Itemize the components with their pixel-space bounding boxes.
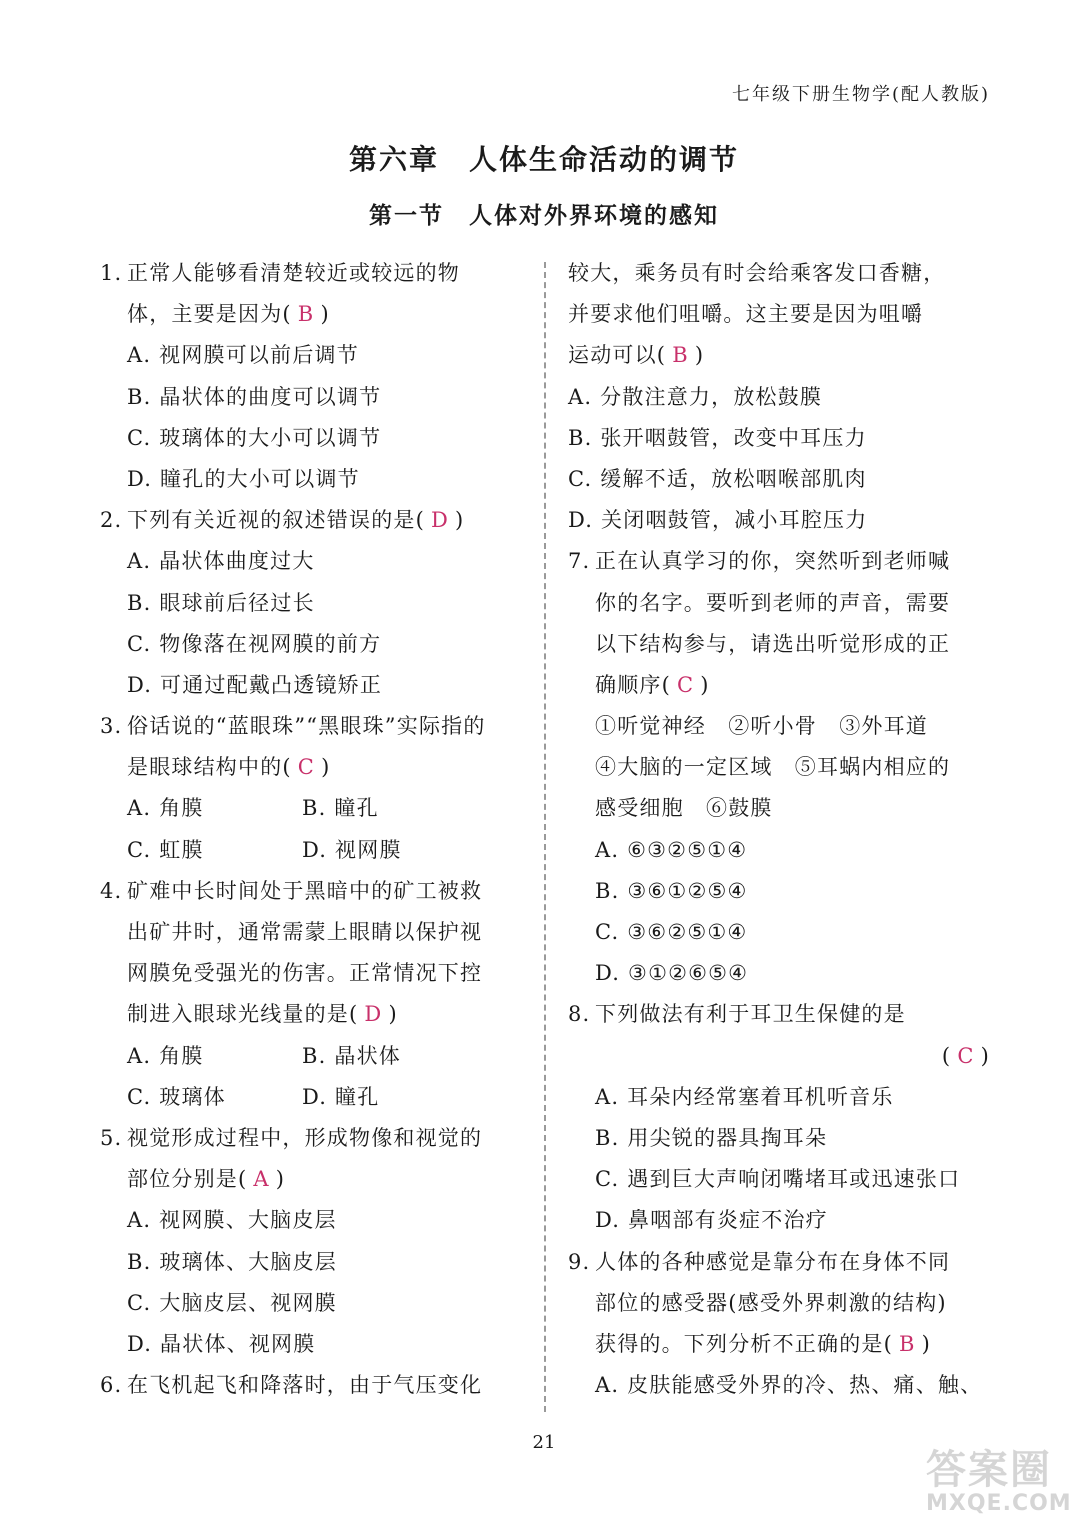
option: D. 关闭咽鼓管，减小耳腔压力 <box>568 508 868 533</box>
question-stem-line <box>100 747 525 788</box>
question-text: 制进入眼球光线量的是( <box>127 1002 359 1027</box>
question-text: 网膜免受强光的伤害。正常情况下控 <box>127 961 483 986</box>
question-block <box>568 1242 996 1407</box>
question-stem-line <box>100 706 525 747</box>
answer-close-paren: ) <box>980 1043 990 1068</box>
answer-bracket-line <box>568 1036 996 1077</box>
question-text: 俗话说的“蓝眼珠”“黑眼珠”实际指的 <box>127 714 486 739</box>
option: D. 晶状体、视网膜 <box>127 1331 316 1356</box>
question-stem-line <box>100 253 525 294</box>
left-column <box>100 253 525 1406</box>
option: A. 角膜 <box>127 796 204 821</box>
question-text: 你的名字。要听到老师的声音，需要 <box>595 590 951 615</box>
option: B. ③⑥①②⑤④ <box>595 878 748 903</box>
question-number: 8. <box>568 1002 591 1027</box>
structure-list-line: ④大脑的一定区域 ⑤耳蜗内相应的 <box>595 755 951 780</box>
question-close-paren: ) <box>321 755 331 780</box>
answer-mark: B <box>899 1331 916 1356</box>
option: B. 晶状体的曲度可以调节 <box>127 384 382 409</box>
option: A. 晶状体曲度过大 <box>127 549 315 574</box>
question-number: 5. <box>100 1125 123 1150</box>
question-number: 2. <box>100 508 123 533</box>
option: B. 张开咽鼓管，改变中耳压力 <box>568 425 867 450</box>
question-text: 获得的。下列分析不正确的是( <box>595 1331 893 1356</box>
option: A. 皮肤能感受外界的冷、热、痛、触、 <box>595 1373 983 1398</box>
question-close-paren: ) <box>275 1167 286 1192</box>
question-block <box>100 1365 525 1406</box>
question-text: 部位的感受器(感受外界刺激的结构) <box>595 1290 947 1315</box>
question-block <box>100 706 525 871</box>
question-stem-line <box>568 583 996 624</box>
option-pair <box>100 1077 525 1118</box>
option-pair <box>100 1036 525 1077</box>
option: C. 玻璃体的大小可以调节 <box>127 425 382 450</box>
question-number: 4. <box>100 878 123 903</box>
question-text: 正常人能够看清楚较近或较远的物 <box>127 261 460 285</box>
question-text: 视觉形成过程中，形成物像和视觉的 <box>127 1125 483 1150</box>
answer-mark: B <box>297 302 315 327</box>
question-stem-line <box>568 1324 996 1365</box>
question-stem-line <box>568 994 996 1035</box>
section-title: 第一节 人体对外界环境的感知 <box>369 203 719 229</box>
option: B. 瞳孔 <box>302 796 379 821</box>
chapter-title: 第六章 人体生命活动的调节 <box>348 143 739 176</box>
option: D. 鼻咽部有炎症不治疗 <box>595 1208 828 1233</box>
option: C. 遇到巨大声响闭嘴堵耳或迅速张口 <box>595 1167 961 1192</box>
page-number: 21 <box>532 1432 556 1453</box>
question-block <box>100 253 525 500</box>
question-text: 以下结构参与，请选出听觉形成的正 <box>595 631 951 656</box>
question-stem-line <box>100 994 525 1035</box>
question-number: 9. <box>568 1249 591 1274</box>
option-pair <box>100 830 525 871</box>
question-text: 运动可以( <box>568 343 667 368</box>
option: D. 视网膜 <box>302 837 402 862</box>
option: A. 耳朵内经常塞着耳机听音乐 <box>595 1084 894 1109</box>
question-text: 矿难中长时间处于黑暗中的矿工被救 <box>127 878 483 903</box>
question-close-paren: ) <box>921 1331 932 1356</box>
option: D. 可通过配戴凸透镜矫正 <box>127 672 383 697</box>
option: D. 瞳孔的大小可以调节 <box>127 466 360 491</box>
question-stem-line <box>100 1118 525 1159</box>
question-close-paren: ) <box>455 508 465 533</box>
question-number: 1. <box>100 261 123 285</box>
option: C. 缓解不适，放松咽喉部肌肉 <box>568 466 867 491</box>
option: C. 虹膜 <box>127 837 204 862</box>
question-number: 6. <box>100 1373 123 1398</box>
answer-mark: C <box>677 672 695 697</box>
question-close-paren: ) <box>700 672 710 697</box>
answer-mark: B <box>672 343 689 368</box>
question-number: 7. <box>568 549 591 574</box>
question-stem-line <box>568 294 996 335</box>
question-close-paren: ) <box>388 1002 398 1027</box>
question-stem-line <box>568 665 996 706</box>
question-text: 体，主要是因为( <box>127 302 292 327</box>
question-text: 在飞机起飞和降落时，由于气压变化 <box>127 1373 483 1398</box>
option: A. 角膜 <box>127 1043 204 1068</box>
question-block <box>100 500 525 706</box>
question-text: 人体的各种感觉是靠分布在身体不同 <box>595 1249 951 1274</box>
answer-mark: D <box>431 508 450 533</box>
question-text: 是眼球结构中的( <box>127 755 292 780</box>
option: D. ③①②⑥⑤④ <box>595 961 749 986</box>
column-divider <box>544 262 546 1412</box>
answer-open-paren: ( <box>941 1043 952 1068</box>
option: C. 物像落在视网膜的前方 <box>127 631 382 656</box>
question-text: 较大，乘务员有时会给乘客发口香糖， <box>568 261 946 285</box>
option: A. 视网膜、大脑皮层 <box>127 1208 337 1233</box>
structure-list-line: ①听觉神经 ②听小骨 ③外耳道 <box>595 714 928 739</box>
option: C. 大脑皮层、视网膜 <box>127 1290 337 1315</box>
option: C. ③⑥②⑤①④ <box>595 920 748 944</box>
question-stem-line <box>100 1159 525 1200</box>
option: A. 视网膜可以前后调节 <box>127 343 359 368</box>
question-text: 下列有关近视的叙述错误的是( <box>127 508 425 533</box>
question-block <box>100 1118 525 1365</box>
question-block-continued <box>568 253 996 541</box>
question-block <box>568 541 996 994</box>
question-close-paren: ) <box>320 302 330 327</box>
question-stem-line <box>568 253 996 294</box>
question-close-paren: ) <box>694 343 705 368</box>
option-pair <box>100 788 525 829</box>
question-text: 部位分别是( <box>127 1167 248 1192</box>
question-text: 确顺序( <box>595 672 671 697</box>
question-stem-line <box>568 624 996 665</box>
right-column <box>568 253 996 1406</box>
option: C. 玻璃体 <box>127 1084 226 1109</box>
option: B. 玻璃体、大脑皮层 <box>127 1249 337 1274</box>
question-stem-line <box>100 294 525 335</box>
answer-mark: C <box>957 1043 975 1068</box>
option: B. 晶状体 <box>302 1043 401 1068</box>
question-stem-line <box>100 1365 525 1406</box>
watermark-text: 答案圈 <box>926 1447 1052 1493</box>
option: A. ⑥③②⑤①④ <box>595 837 748 862</box>
book-header: 七年级下册生物学(配人教版) <box>731 84 990 105</box>
option: B. 眼球前后径过长 <box>127 590 315 615</box>
question-block <box>100 871 525 1118</box>
structure-list-line: 感受细胞 ⑥鼓膜 <box>595 796 773 821</box>
question-stem-line <box>100 953 525 994</box>
question-stem-line <box>100 871 525 912</box>
option: D. 瞳孔 <box>302 1084 380 1109</box>
question-text: 出矿井时，通常需蒙上眼睛以保护视 <box>127 920 483 944</box>
question-text: 下列做法有利于耳卫生保健的是 <box>595 1002 906 1027</box>
question-stem-line <box>568 335 996 376</box>
question-number: 3. <box>100 714 123 739</box>
watermark-url: MXQE.COM <box>926 1491 1072 1516</box>
question-stem-line <box>568 1242 996 1283</box>
question-stem-line <box>100 912 525 953</box>
question-block <box>568 994 996 1241</box>
question-stem-line <box>100 500 525 541</box>
answer-mark: C <box>297 755 316 780</box>
answer-mark: D <box>364 1002 383 1027</box>
option: B. 用尖锐的器具掏耳朵 <box>595 1125 828 1150</box>
option: A. 分散注意力，放松鼓膜 <box>568 384 823 409</box>
answer-mark: A <box>253 1167 270 1192</box>
question-text: 正在认真学习的你，突然听到老师喊 <box>595 549 951 574</box>
question-text: 并要求他们咀嚼。这主要是因为咀嚼 <box>568 302 924 327</box>
question-stem-line <box>568 541 996 582</box>
watermark-logo <box>926 1438 1076 1518</box>
question-stem-line <box>568 1283 996 1324</box>
